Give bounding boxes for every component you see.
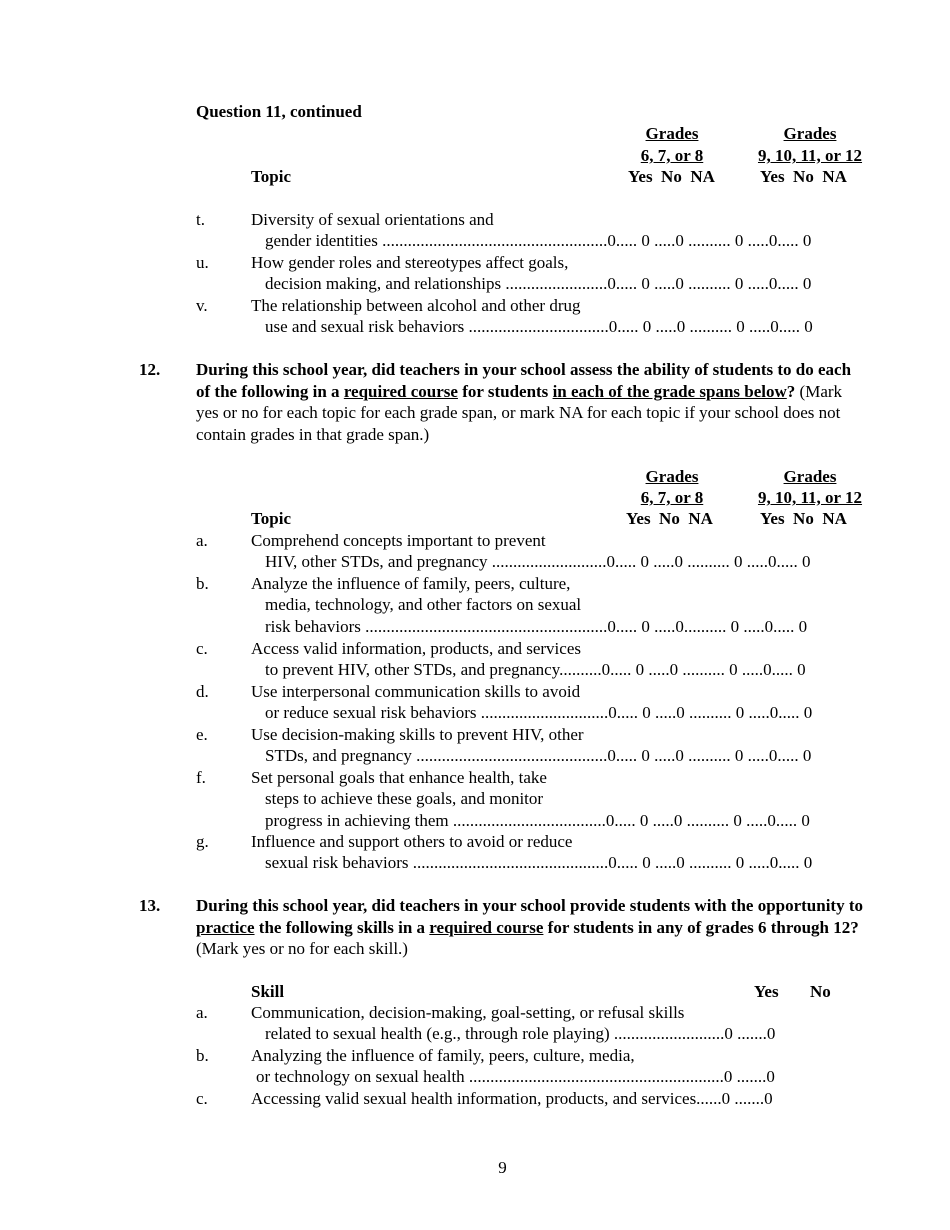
item-answer-line[interactable]: use and sexual risk behaviors .................................0..... 0 .....0 .......... 0 .....0..... 0 xyxy=(265,317,813,336)
q12-number: 12. xyxy=(139,360,161,379)
q13-text-2: the following skills in a xyxy=(254,917,430,937)
q12-question xyxy=(196,359,866,445)
item-answer-line[interactable]: progress in achieving them ....................................0..... 0 .....0 .......... 0 .....0..... 0 xyxy=(265,811,810,830)
item-letter: g. xyxy=(196,832,209,851)
item-letter: f. xyxy=(196,768,206,787)
item-answer-line[interactable]: risk behaviors .........................................................0..... 0 .....0.......... 0 .....0..... 0 xyxy=(265,617,808,636)
q13-instructions: (Mark yes or no for each skill.) xyxy=(196,939,408,958)
q12-text-2: for students xyxy=(457,381,553,401)
q12-cols-a: Yes No NA xyxy=(626,509,713,528)
q11-topic-header: Topic xyxy=(251,167,292,186)
q12-grades-b-label: Grades xyxy=(783,467,837,486)
item-text: The relationship between alcohol and other drug xyxy=(251,296,581,315)
q12-instructions: (Mark yes or no for each topic for each grade span, or mark NA for each topic if your school does not contain grades in that grade span.) xyxy=(196,381,843,444)
q13-text-underline-1: practice xyxy=(196,917,255,937)
item-text: How gender roles and stereotypes affect goals, xyxy=(251,253,569,272)
q13-yes-header: Yes xyxy=(754,982,779,1001)
item-text: steps to achieve these goals, and monitor xyxy=(265,789,544,808)
q13-text-underline-2: required course xyxy=(429,917,544,937)
item-text: Use interpersonal communication skills to avoid xyxy=(251,682,581,701)
q12-text-1: During this school year, did teachers in your school assess the ability of students to do each of the following in a xyxy=(196,360,852,401)
page-number: 9 xyxy=(498,1158,507,1177)
item-text: media, technology, and other factors on sexual xyxy=(265,595,582,614)
item-answer-line[interactable]: Accessing valid sexual health information, products, and services......0 .......0 xyxy=(251,1089,773,1108)
item-text: Set personal goals that enhance health, take xyxy=(251,768,547,787)
item-answer-line[interactable]: STDs, and pregnancy .............................................0..... 0 .....0 .......... 0 .....0..... 0 xyxy=(265,746,812,765)
item-letter: d. xyxy=(196,682,209,701)
q12-grades-b-range: 9, 10, 11, or 12 xyxy=(757,488,863,507)
q13-no-header: No xyxy=(810,982,831,1001)
item-letter: c. xyxy=(196,639,208,658)
q11-grades-b-range: 9, 10, 11, or 12 xyxy=(757,146,863,165)
item-text: Analyzing the influence of family, peers, culture, media, xyxy=(251,1046,635,1065)
item-letter: u. xyxy=(196,253,209,272)
item-letter: e. xyxy=(196,725,208,744)
q12-text-3: ? xyxy=(786,381,796,401)
item-letter: c. xyxy=(196,1089,208,1108)
item-text: Influence and support others to avoid or reduce xyxy=(251,832,573,851)
q13-text-1: During this school year, did teachers in your school provide students with the opportunity to xyxy=(196,896,864,915)
q11-grades-b-label: Grades xyxy=(783,124,837,143)
q11-continued-title: Question 11, continued xyxy=(196,102,362,121)
q12-topic-header: Topic xyxy=(251,509,292,528)
q12-cols-b: Yes No NA xyxy=(760,509,847,528)
q13-skill-header: Skill xyxy=(251,982,285,1001)
q13-number: 13. xyxy=(139,896,161,915)
q13-question xyxy=(196,895,866,960)
item-answer-line[interactable]: related to sexual health (e.g., through role playing) ..........................0 .......0 xyxy=(265,1024,776,1043)
item-text: Access valid information, products, and services xyxy=(251,639,581,658)
item-text: Use decision-making skills to prevent HIV, other xyxy=(251,725,584,744)
q12-text-underline-1: required course xyxy=(343,381,458,401)
q12-text-underline-2: in each of the grade spans below xyxy=(552,381,787,401)
item-letter: a. xyxy=(196,1003,208,1022)
item-text: Analyze the influence of family, peers, culture, xyxy=(251,574,571,593)
item-answer-line[interactable]: or technology on sexual health ............................................................0 .......0 xyxy=(256,1067,775,1086)
item-letter: a. xyxy=(196,531,208,550)
q12-grades-a-range: 6, 7, or 8 xyxy=(640,488,704,507)
item-answer-line[interactable]: gender identities .....................................................0..... 0 .....0 .......... 0 .....0..... 0 xyxy=(265,231,812,250)
q12-grades-a-label: Grades xyxy=(645,467,699,486)
q11-cols-b: Yes No NA xyxy=(760,167,847,186)
item-answer-line[interactable]: sexual risk behaviors ..............................................0..... 0 .....0 .......... 0 .....0..... 0 xyxy=(265,853,813,872)
item-text: Comprehend concepts important to prevent xyxy=(251,531,546,550)
item-answer-line[interactable]: HIV, other STDs, and pregnancy ...........................0..... 0 .....0 .......... 0 .....0..... 0 xyxy=(265,552,811,571)
q13-text-3: for students in any of grades 6 through 12? xyxy=(543,917,859,937)
item-answer-line[interactable]: decision making, and relationships ........................0..... 0 .....0 .......... 0 .....0..... 0 xyxy=(265,274,812,293)
q11-grades-a-range: 6, 7, or 8 xyxy=(640,146,704,165)
item-answer-line[interactable]: to prevent HIV, other STDs, and pregnancy..........0..... 0 .....0 .......... 0 .....0..... 0 xyxy=(265,660,806,679)
item-letter: b. xyxy=(196,574,209,593)
item-letter: v. xyxy=(196,296,208,315)
item-text: Diversity of sexual orientations and xyxy=(251,210,494,229)
item-answer-line[interactable]: or reduce sexual risk behaviors ..............................0..... 0 .....0 .......... 0 .....0..... 0 xyxy=(265,703,813,722)
q11-cols-a: Yes No NA xyxy=(628,167,715,186)
item-letter: b. xyxy=(196,1046,209,1065)
item-letter: t. xyxy=(196,210,205,229)
item-text: Communication, decision-making, goal-setting, or refusal skills xyxy=(251,1003,685,1022)
q11-grades-a-label: Grades xyxy=(645,124,699,143)
